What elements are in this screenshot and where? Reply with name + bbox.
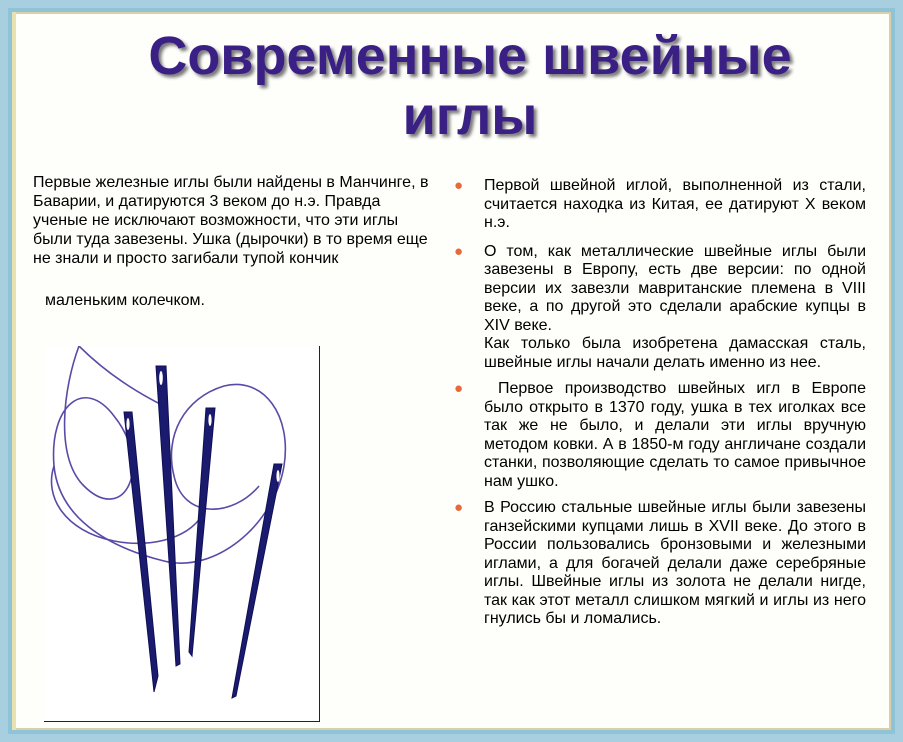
fact-item [452, 380, 866, 491]
fact-text: Первой швейной иглой, выполненной из стали, считается находка из Китая, ее датируют X веком н.э. [484, 177, 866, 231]
fact-item [452, 177, 866, 233]
fact-item [452, 243, 866, 373]
fact-text: Первое производство швейных игл в Европе было открыто в 1370 году, ушка в тех иголках все так же не было, и делали эти иглы вручную методом ковки. А в 1850-м году англичане создали станки, позволяющие сделать то самое привычное нам ушко. [484, 380, 866, 490]
fact-text: О том, как металлические швейные иглы были завезены в Европу, есть две версии: по одной версии их завезли мавританские племена в VIII веке, а по другой это сделали арабские купцы в XIV веке. [484, 242, 866, 334]
fact-text-extra: Как только была изобретена дамасская сталь, швейные иглы начали делать именно из нее. [484, 335, 866, 371]
bullet-icon: ● [454, 499, 464, 516]
intro-text: Первые железные иглы были найдены в Манчинге, в Баварии, и датируются 3 веком до н.э. Правда ученые не исключают возможности, что эти иглы были туда завезены. Ушка (дырочки) в то время еще не знали и просто загибали тупой кончик [33, 174, 429, 267]
intro-text-tail: маленьким колечком. [45, 292, 205, 309]
fact-item [452, 499, 866, 629]
bullet-icon: ● [454, 380, 464, 397]
facts-list [452, 177, 866, 629]
slide-title: Современные швейные иглы [148, 26, 792, 146]
bullet-icon: ● [454, 242, 464, 260]
left-accent [12, 12, 16, 730]
needles-picture [44, 346, 320, 722]
needles-illustration [44, 346, 320, 722]
bullet-icon: ● [454, 177, 464, 194]
fact-text: В Россию стальные швейные иглы были завезены ганзейскими купцами лишь в XVII веке. До этого в России пользовались бронзовыми и железными иглами, а для богачей делали даже серебряные иглы. Швейные иглы из золота не делали нигде, так как этот металл слишком мягкий и иглы из него гнулись бы и ломались. [484, 499, 866, 627]
